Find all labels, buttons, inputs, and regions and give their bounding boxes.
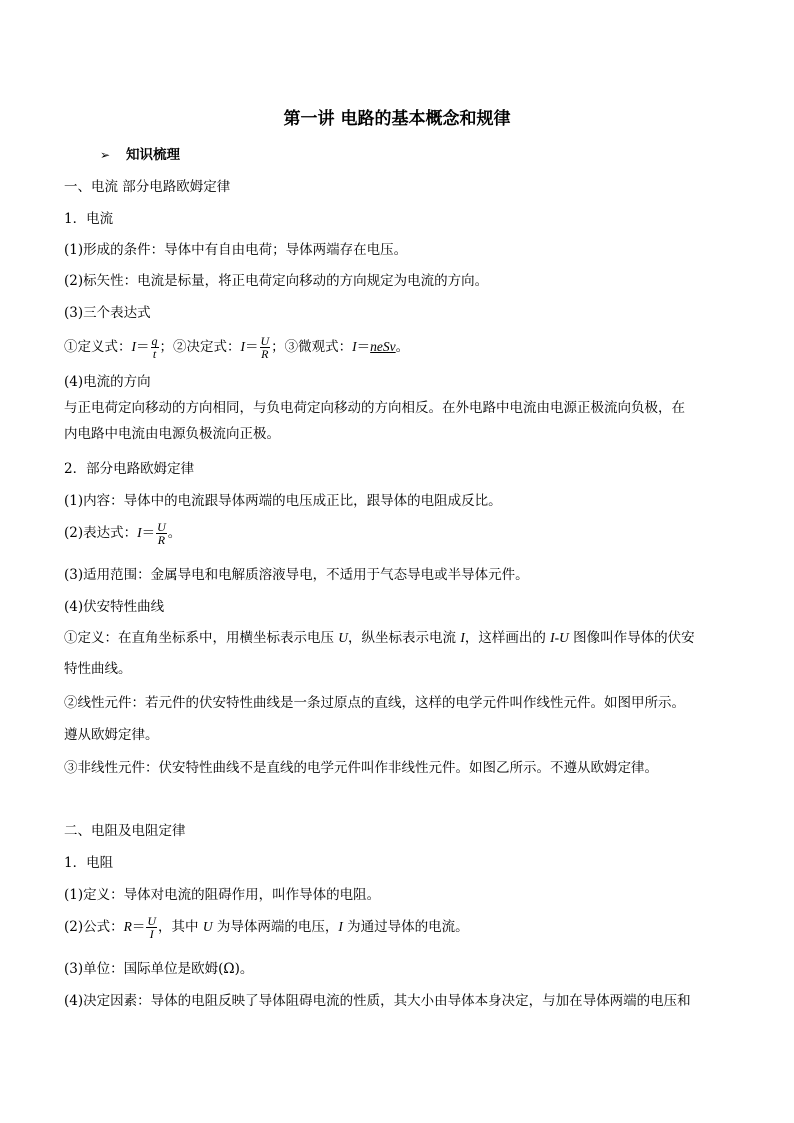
fraction: $\frac{U}{R}$ — [260, 334, 270, 361]
paragraph: 特性曲线。 — [64, 661, 132, 677]
paragraph: (3)三个表达式 — [64, 305, 151, 321]
paragraph: 与正电荷定向移动的方向相同，与负电荷定向移动的方向相反。在外电路中电流由电源正极流向负极，在 — [64, 400, 685, 416]
paragraph: (4)决定因素：导体的电阻反映了导体阻碍电流的性质，其大小由导体本身决定，与加在导体两端的电压和 — [64, 993, 691, 1009]
fraction: $\frac{U}{R}$ — [157, 520, 166, 547]
paragraph: (3)适用范围：金属导电和电解质溶液导电，不适用于气态导电或半导体元件。 — [64, 567, 529, 583]
current-formulas: ①定义式：I＝ $\frac{q}{t}$ ；②决定式：I＝ $\frac{U}{R}$ ；③微观式：I＝neSv。 — [64, 334, 410, 361]
resistance-formula: (2)公式：R＝ $\frac{U}{I}$ ，其中 U 为导体两端的电压，I 为通过导体的电流。 — [64, 914, 469, 941]
ohm-expression: (2)表达式：I＝ $\frac{U}{R}$ 。 — [64, 520, 182, 547]
paragraph: (1)形成的条件：导体中有自由电荷；导体两端存在电压。 — [64, 242, 408, 258]
part1-sub2: 2．部分电路欧姆定律 — [64, 461, 195, 477]
paragraph: (2)标矢性：电流是标量，将正电荷定向移动的方向规定为电流的方向。 — [64, 273, 489, 289]
paragraph: ③非线性元件：伏安特性曲线不是直线的电学元件叫作非线性元件。如图乙所示。不遵从欧姆定律。 — [64, 760, 658, 776]
paragraph: (1)定义：导体对电流的阻碍作用，叫作导体的电阻。 — [64, 887, 381, 903]
paragraph: 遵从欧姆定律。 — [64, 727, 159, 743]
paragraph: (4)电流的方向 — [64, 374, 151, 390]
part1-heading: 一、电流 部分电路欧姆定律 — [64, 179, 231, 195]
part2-sub1: 1．电阻 — [64, 855, 114, 871]
paragraph: (1)内容：导体中的电流跟导体两端的电压成正比，跟导体的电阻成反比。 — [64, 493, 502, 509]
paragraph: 内电路中电流由电源负极流向正极。 — [64, 426, 280, 442]
fraction: $\frac{U}{I}$ — [147, 914, 157, 941]
arrow-bullet-icon: ➢ — [100, 148, 111, 162]
part1-sub1: 1．电流 — [64, 211, 114, 227]
page-title: 第一讲 电路的基本概念和规律 — [283, 109, 511, 129]
paragraph: ②线性元件：若元件的伏安特性曲线是一条过原点的直线，这样的电学元件叫作线性元件。如图甲所示。 — [64, 695, 685, 711]
paragraph: (4)伏安特性曲线 — [64, 599, 165, 615]
fraction: $\frac{q}{t}$ — [151, 334, 158, 361]
section-heading: ➢ 知识梳理 — [100, 147, 180, 163]
paragraph: ①定义：在直角坐标系中，用横坐标表示电压 U，纵坐标表示电流 I，这样画出的 I-U 图像叫作导体的伏安 — [64, 630, 695, 646]
paragraph: (3)单位：国际单位是欧姆(Ω)。 — [64, 961, 254, 977]
part2-heading: 二、电阻及电阻定律 — [64, 823, 186, 839]
